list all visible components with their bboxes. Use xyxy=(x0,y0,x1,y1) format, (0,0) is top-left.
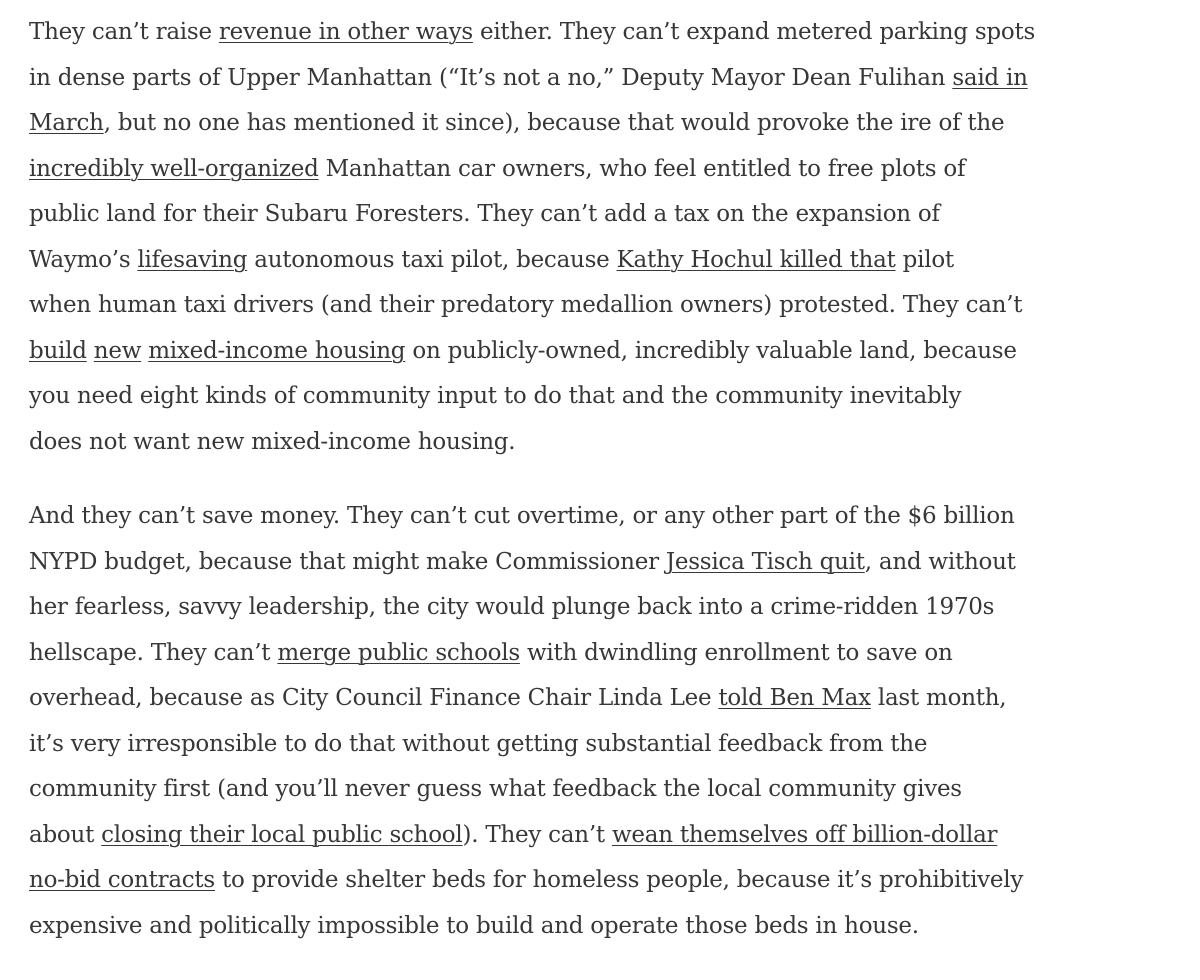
link-closing-their-local-public-school[interactable]: closing their local public school xyxy=(101,821,463,848)
text: does not want new mixed-income housing. xyxy=(29,428,516,455)
text: expensive and politically impossible to build and operate those beds in house. xyxy=(29,912,919,939)
paragraph-save-money xyxy=(29,494,1179,949)
text: And they can’t save money. They can’t cut overtime, or any other part of the $6 billion xyxy=(29,503,1015,529)
text: when human taxi drivers (and their predatory medallion owners) protested. They can’t xyxy=(29,292,1023,318)
link-no-bid-contracts[interactable]: no-bid contracts xyxy=(29,867,215,893)
text-line xyxy=(29,858,1179,904)
text: hellscape. They can’t xyxy=(29,639,278,666)
link-new[interactable]: new xyxy=(93,337,142,364)
text: last month, xyxy=(870,685,1007,711)
link-mixed-income-housing[interactable]: mixed-income housing xyxy=(148,337,406,364)
text: it’s very irresponsible to do that without getting substantial feedback from the xyxy=(29,730,928,757)
text: Waymo’s xyxy=(29,246,138,273)
text: on publicly-owned, incredibly valuable land, because xyxy=(405,337,1017,364)
link-told-ben-max[interactable]: told Ben Max xyxy=(718,685,871,711)
link-lifesaving[interactable]: lifesaving xyxy=(137,246,248,273)
text-line xyxy=(29,540,1179,586)
text-line xyxy=(29,494,1179,540)
text-line xyxy=(29,10,1179,56)
text: community first (and you’ll never guess what feedback the local community gives xyxy=(29,776,962,802)
text: public land for their Subaru Foresters. They can’t add a tax on the expansion of xyxy=(29,201,940,227)
text: in dense parts of Upper Manhattan (“It’s not a no,” Deputy Mayor Dean Fulihan xyxy=(29,64,953,91)
text: autonomous taxi pilot, because xyxy=(247,246,617,273)
link-incredibly-well-organized[interactable]: incredibly well-organized xyxy=(29,155,319,182)
text-line xyxy=(29,238,1179,284)
text-line xyxy=(29,56,1179,102)
text-line xyxy=(29,374,1179,420)
text-line xyxy=(29,904,1179,950)
text xyxy=(87,338,94,364)
text-line xyxy=(29,767,1179,813)
text-line xyxy=(29,813,1179,859)
text: to provide shelter beds for homeless people, because it’s prohibitively xyxy=(214,867,1024,893)
text: ). They can’t xyxy=(462,821,612,848)
text-line xyxy=(29,722,1179,768)
text-line xyxy=(29,585,1179,631)
text-line xyxy=(29,420,1179,466)
text: you need eight kinds of community input to do that and the community inevitably xyxy=(29,383,962,409)
text: about xyxy=(29,821,102,848)
text-line xyxy=(29,631,1179,677)
article-body xyxy=(29,10,1179,978)
text: her fearless, savvy leadership, the city would plunge back into a crime-ridden 1970s xyxy=(29,594,995,620)
text: overhead, because as City Council Finance Chair Linda Lee xyxy=(29,685,719,711)
text-line xyxy=(29,101,1179,147)
text-line xyxy=(29,283,1179,329)
paragraph-revenue xyxy=(29,10,1179,465)
link-jessica-tisch-quit[interactable]: Jessica Tisch quit xyxy=(665,548,865,575)
text: , but no one has mentioned it since), because that would provoke the ire of the xyxy=(103,110,1005,136)
text: either. They can’t expand metered parking spots xyxy=(472,19,1036,45)
text-line xyxy=(29,147,1179,193)
link-revenue-in-other-ways[interactable]: revenue in other ways xyxy=(218,19,473,45)
link-wean-themselves-off[interactable]: wean themselves off billion-dollar xyxy=(611,821,998,848)
text: with dwindling enrollment to save on xyxy=(519,639,953,666)
text: They can’t raise xyxy=(29,19,219,45)
link-build[interactable]: build xyxy=(29,337,87,364)
text: Manhattan car owners, who feel entitled to free plots of xyxy=(318,155,966,182)
text-line xyxy=(29,192,1179,238)
text-line xyxy=(29,329,1179,375)
text: pilot xyxy=(895,246,954,273)
link-kathy-hochul-killed-that[interactable]: Kathy Hochul killed that xyxy=(616,246,896,273)
link-merge-public-schools[interactable]: merge public schools xyxy=(277,639,520,666)
text: , and without xyxy=(864,548,1016,575)
text: NYPD budget, because that might make Commissioner xyxy=(29,548,666,575)
link-said-in-march-cont[interactable]: March xyxy=(29,110,104,136)
link-said-in-march[interactable]: said in xyxy=(952,64,1028,91)
text-line xyxy=(29,676,1179,722)
